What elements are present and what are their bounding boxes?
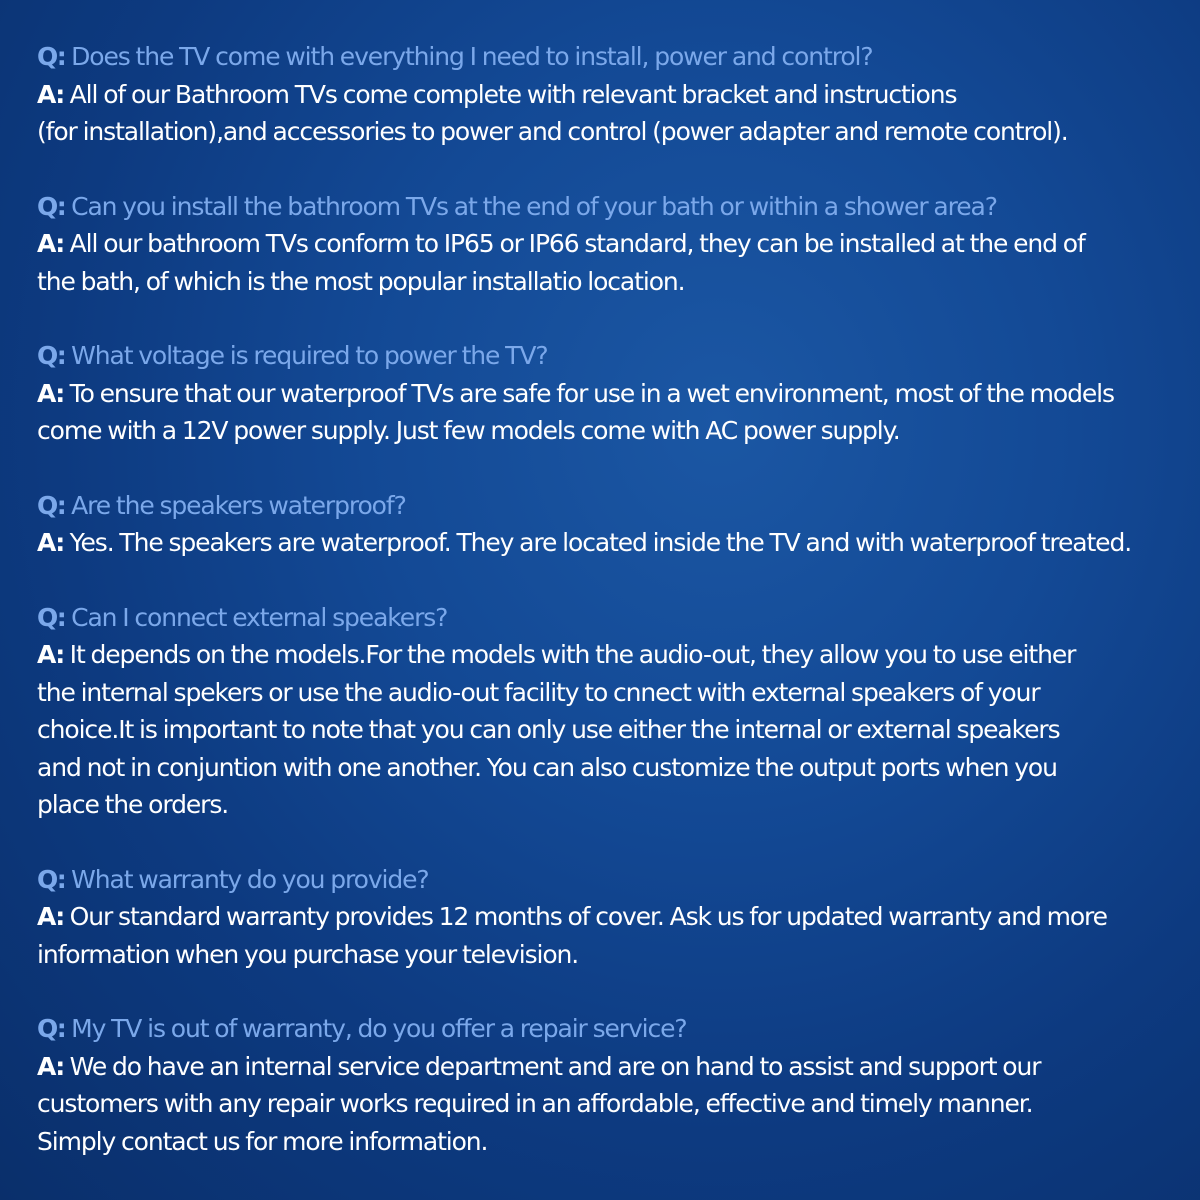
question-prefix: Q: <box>37 42 66 71</box>
faq-answer-line: choice.It is important to note that you can only use either the internal or external speakers <box>37 715 1060 744</box>
faq-question <box>37 861 1187 899</box>
faq-answer-line: place the orders. <box>37 790 229 819</box>
question-text: Can you install the bathroom TVs at the end of your bath or within a shower area? <box>71 191 997 221</box>
faq-answer-line <box>37 375 1187 413</box>
answer-prefix: A: <box>37 902 64 931</box>
answer-text: To ensure that our waterproof TVs are safe for use in a wet environment, most of the models <box>69 378 1114 408</box>
faq-item <box>37 1010 1187 1160</box>
question-text: What voltage is required to power the TV? <box>71 341 548 370</box>
faq-list <box>37 38 1187 1197</box>
answer-text: We do have an internal service department and are on hand to assist and support our <box>69 1051 1041 1081</box>
faq-item <box>37 599 1187 824</box>
question-prefix: Q: <box>37 602 66 632</box>
faq-question <box>37 188 1187 226</box>
faq-item <box>37 38 1187 151</box>
question-prefix: Q: <box>37 191 66 221</box>
answer-prefix: A: <box>37 229 64 258</box>
faq-answer-line: come with a 12V power supply. Just few models come with AC power supply. <box>37 416 900 445</box>
faq-answer-line <box>37 636 1187 674</box>
faq-answer-line <box>37 76 1187 114</box>
faq-answer-line: customers with any repair works required in an affordable, effective and timely manner. <box>37 1089 1033 1118</box>
faq-answer-line: Simply contact us for more information. <box>37 1126 488 1156</box>
faq-answer-line <box>37 1048 1187 1086</box>
answer-text: All our bathroom TVs conform to IP65 or IP66 standard, they can be installed at the end of <box>69 229 1085 258</box>
question-prefix: Q: <box>37 864 66 894</box>
faq-item <box>37 861 1187 974</box>
faq-answer-line: information when you purchase your television. <box>37 939 579 969</box>
answer-text: Our standard warranty provides 12 months of cover. Ask us for updated warranty and more <box>69 902 1107 931</box>
answer-prefix: A: <box>37 640 64 669</box>
question-text: Does the TV come with everything I need to install, power and control? <box>71 42 873 71</box>
answer-prefix: A: <box>37 528 64 557</box>
answer-text: All of our Bathroom TVs come complete with relevant bracket and instructions <box>69 79 957 109</box>
faq-question <box>37 487 1187 525</box>
question-prefix: Q: <box>37 341 66 370</box>
faq-answer-line <box>37 898 1187 936</box>
faq-question <box>37 38 1187 76</box>
question-text: What warranty do you provide? <box>71 864 429 894</box>
answer-prefix: A: <box>37 79 64 109</box>
answer-prefix: A: <box>37 378 64 408</box>
faq-item <box>37 188 1187 301</box>
question-prefix: Q: <box>37 490 66 520</box>
answer-prefix: A: <box>37 1051 64 1081</box>
answer-text: Yes. The speakers are waterproof. They are located inside the TV and with waterproof treated. <box>69 528 1132 557</box>
answer-text: It depends on the models.For the models with the audio-out, they allow you to use either <box>69 640 1076 669</box>
faq-answer-line <box>37 524 1187 562</box>
faq-question <box>37 599 1187 637</box>
question-text: Are the speakers waterproof? <box>71 490 406 520</box>
faq-item <box>37 337 1187 450</box>
faq-answer-line: the internal spekers or use the audio-out facility to cnnect with external speakers of your <box>37 677 1040 707</box>
faq-question <box>37 337 1187 375</box>
question-text: Can I connect external speakers? <box>71 602 448 632</box>
question-text: My TV is out of warranty, do you offer a repair service? <box>71 1014 687 1043</box>
faq-answer-line <box>37 225 1187 263</box>
faq-answer-line: (for installation),and accessories to power and control (power adapter and remote control). <box>37 117 1068 146</box>
faq-answer-line: the bath, of which is the most popular installatio location. <box>37 266 685 296</box>
question-prefix: Q: <box>37 1014 66 1043</box>
faq-answer-line: and not in conjuntion with one another. You can also customize the output ports when you <box>37 752 1057 782</box>
faq-question <box>37 1010 1187 1048</box>
faq-item <box>37 487 1187 562</box>
